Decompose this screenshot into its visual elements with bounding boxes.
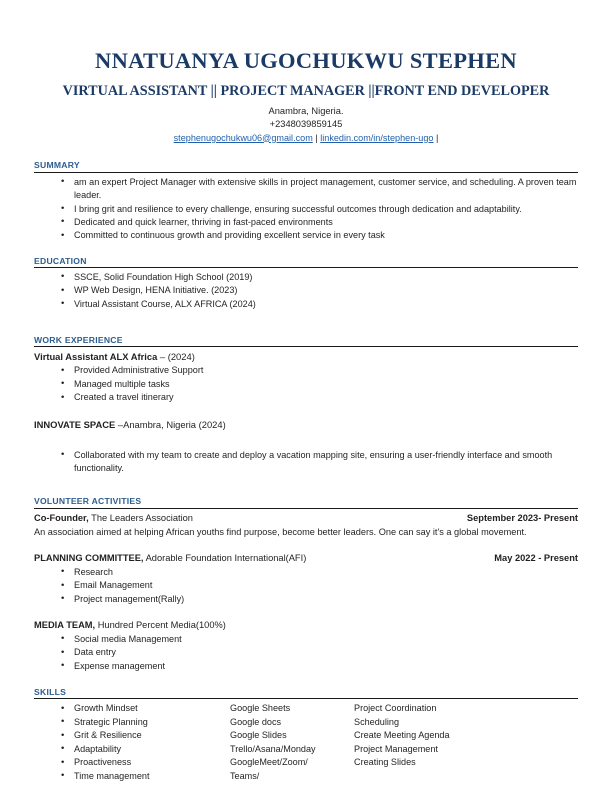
list-item: Trello/Asana/Monday [230,743,316,754]
list-item: • Project management(Rally) [34,593,578,606]
section-work-experience [34,335,578,475]
resume-header [34,0,578,144]
list-item: • Managed multiple tasks [34,378,578,391]
list-item: • Growth Mindset [34,702,230,715]
job-title-bold: Virtual Assistant ALX Africa [34,351,158,363]
email-link[interactable]: stephenugochukwu06@gmail.com [173,132,313,143]
list-item: • WP Web Design, HENA Initiative. (2023) [34,284,578,297]
volunteer-org: Hundred Percent Media(100%) [95,619,226,630]
volunteer-date: May 2022 - Present [494,552,578,563]
volunteer-duties-list [34,566,578,606]
volunteer-spacer [34,606,578,619]
list-item: Project Coordination [354,703,437,714]
skills-column-3 [354,702,554,783]
section-title-skills: SKILLS [34,686,67,697]
list-item: Google Sheets [230,703,291,714]
job-spacer [34,404,578,417]
section-rule-skills [34,698,578,699]
section-rule-work-experience [34,346,578,347]
candidate-name: NNATUANYA UGOCHUKWU STEPHEN [95,48,517,73]
job-duties-list [34,449,578,476]
list-item: • Grit & Resilience [34,729,230,742]
list-item: Google docs [230,716,282,727]
job-title-dates: – (2024) [157,351,195,363]
volunteer-spacer [34,539,578,552]
volunteer-role-bold: MEDIA TEAM, [34,619,96,630]
section-rule-summary [34,172,578,173]
section-title-work-experience: WORK EXPERIENCE [34,334,123,345]
job-title [34,418,578,432]
contact-phone: +2348039859145 [269,119,343,130]
section-summary [34,160,578,242]
volunteer-header-row [34,512,578,526]
list-item: Scheduling [354,716,399,727]
contact-location: Anambra, Nigeria. [268,106,344,117]
list-item: • am an expert Project Manager with extensive skills in project management, customer service, and scheduling. A proven team leader. [34,176,578,203]
list-item: • Time management [34,770,230,783]
section-education [34,256,578,311]
list-item: Creating Slides [354,757,416,768]
list-item: • Adaptability [34,743,230,756]
list-item: Project Management [354,743,438,754]
skills-columns [34,702,578,783]
volunteer-role [34,619,226,633]
section-title-summary: SUMMARY [34,160,80,171]
list-item: Teams/ [230,770,260,781]
section-title-education: EDUCATION [34,255,87,266]
list-item: • Committed to continuous growth and providing excellent service in every task [34,229,578,242]
volunteer-entry [34,512,578,539]
volunteer-role-bold: PLANNING COMMITTEE, [34,552,144,563]
volunteer-org: The Leaders Association [88,512,193,523]
volunteer-role [34,552,306,566]
list-item: • Virtual Assistant Course, ALX AFRICA (2024) [34,298,578,311]
skills-list-2 [230,702,354,783]
list-item: Google Slides [230,730,287,741]
volunteer-entry [34,552,578,606]
job-inner-spacer [34,433,578,449]
contact-links [34,132,578,145]
list-item: • Data entry [34,646,578,659]
list-item: • Created a travel itinerary [34,391,578,404]
volunteer-role-bold: Co-Founder, [34,512,89,523]
list-item: • Email Management [34,579,578,592]
list-item: • SSCE, Solid Foundation High School (2019) [34,271,578,284]
education-list [34,271,578,311]
job-entry [34,418,578,475]
list-item: • Provided Administrative Support [34,364,578,377]
section-rule-volunteer [34,508,578,509]
candidate-tagline: VIRTUAL ASSISTANT || PROJECT MANAGER ||FRONT END DEVELOPER [62,82,550,99]
volunteer-org: Adorable Foundation International(AFI) [143,552,307,563]
volunteer-date: September 2023- Present [466,512,578,523]
skills-column-1 [34,702,230,783]
summary-list [34,176,578,243]
section-volunteer-activities [34,496,578,673]
job-entry [34,350,578,404]
job-duties-list [34,364,578,404]
volunteer-description: An association aimed at helping African youths find purpose, become better leaders. One can say it's a global movement. [34,526,527,537]
volunteer-role [34,512,193,526]
section-rule-education [34,267,578,268]
list-item: • Expense management [34,660,578,673]
link-separator-pipe-1: | [315,132,318,143]
job-title [34,350,578,364]
list-item: • Dedicated and quick learner, thriving in fast-paced environments [34,216,578,229]
link-separator-pipe-2: | [436,132,439,143]
skills-list-3 [354,702,554,769]
job-title-location: –Anambra, Nigeria (2024) [117,419,226,431]
volunteer-entry [34,619,578,673]
job-title-bold: INNOVATE SPACE [34,419,118,431]
section-title-volunteer: VOLUNTEER ACTIVITIES [34,496,142,507]
list-item: • I bring grit and resilience to every challenge, ensuring successful outcomes through dedication and adaptability. [34,203,578,216]
list-item: • Collaborated with my team to create and deploy a vacation mapping site, ensuring a user-friendly interface and smooth functionality. [34,449,578,476]
list-item: • Proactiveness [34,756,230,769]
list-item: • Strategic Planning [34,716,230,729]
section-skills [34,687,578,783]
linkedin-link[interactable]: linkedin.com/in/stephen-ugo [320,132,434,143]
volunteer-header-row [34,619,578,633]
volunteer-header-row [34,552,578,566]
list-item: • Research [34,566,578,579]
volunteer-duties-list [34,633,578,673]
list-item: GoogleMeet/Zoom/ [230,757,308,768]
list-item: • Social media Management [34,633,578,646]
skills-list-1 [34,702,230,783]
skills-column-2 [230,702,354,783]
list-item: Create Meeting Agenda [354,730,450,741]
